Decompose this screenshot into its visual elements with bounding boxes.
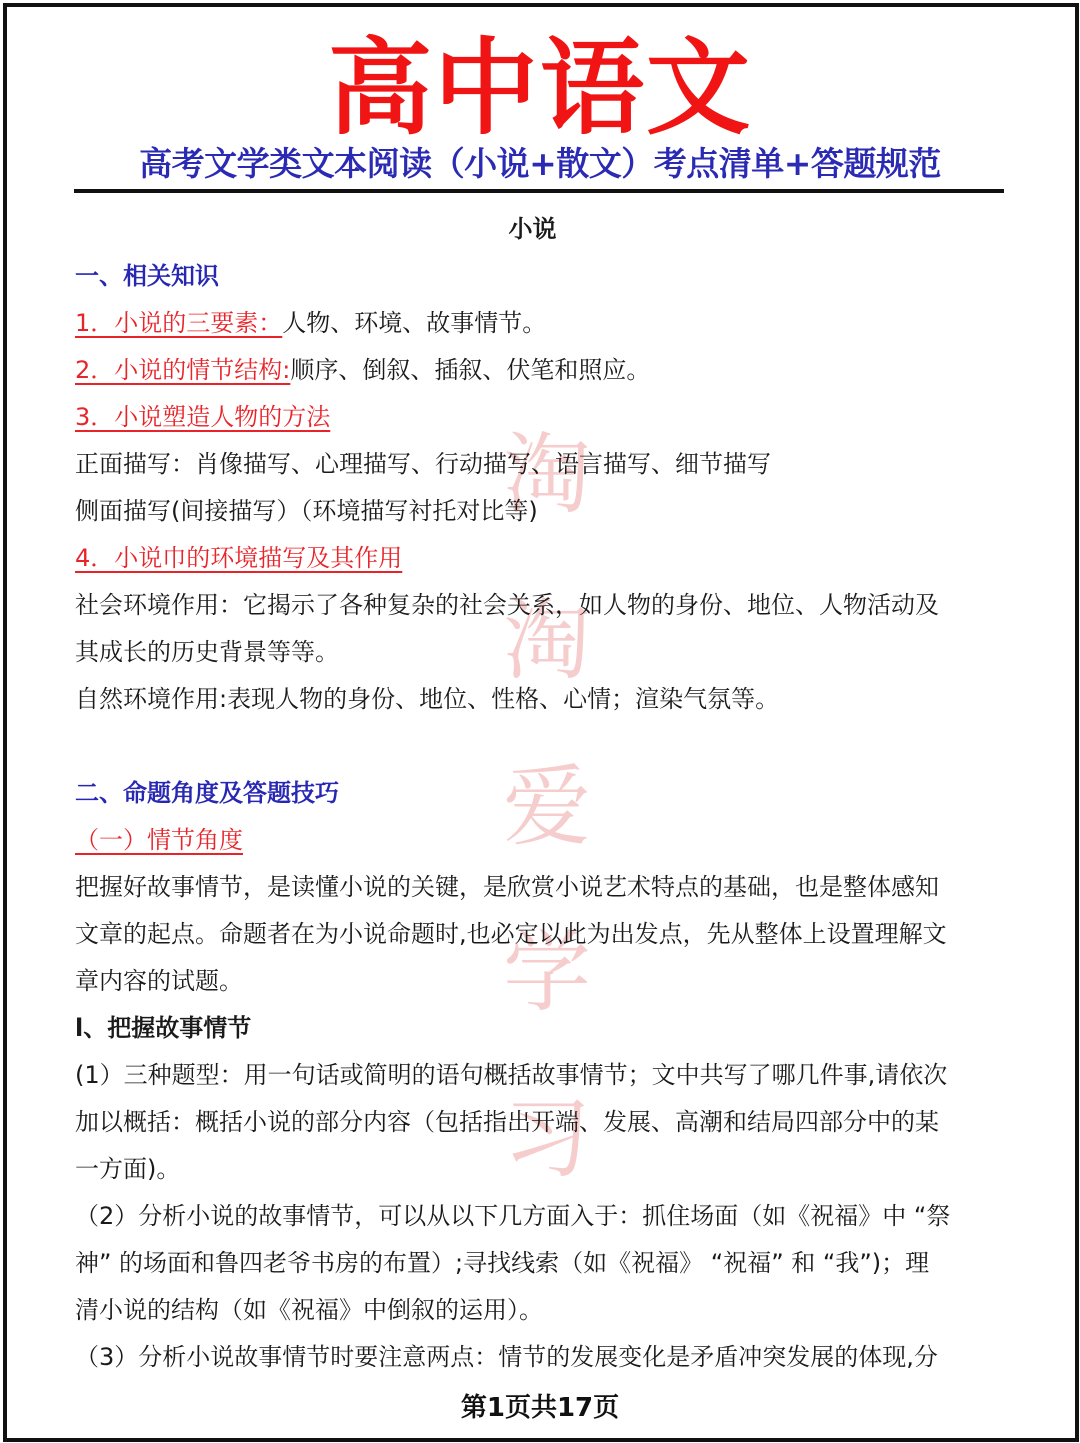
- item-2: [75, 347, 1020, 394]
- text-line: 社会环境作用：它揭示了各种复杂的社会关系，如人物的身份、地位、人物活动及: [75, 591, 939, 619]
- item-2-label: 2．小说的情节结构:: [75, 356, 291, 384]
- sub-heading-plot: [75, 817, 1020, 864]
- text-line: 侧面描写(间接描写）（环境描写衬托对比等): [75, 497, 538, 525]
- page-subtitle: 高考文学类文本阅读（小说+散文）考点清单+答题规范: [139, 144, 941, 183]
- watermark-char: 学: [502, 921, 591, 1024]
- sub-heading-plot-label: （一）情节角度: [75, 826, 243, 854]
- text-line: 一方面)。: [75, 1155, 181, 1183]
- text-line: （2）分析小说的故事情节，可以从以下几方面入于：抓住场面（如《祝福》中 “祭: [75, 1202, 951, 1230]
- item-3-label: 3．小说塑造人物的方法: [75, 403, 331, 431]
- watermark-char: 淘: [502, 423, 591, 526]
- text-line: 把握好故事情节，是读懂小说的关键，是欣赏小说艺术特点的基础，也是整体感知: [75, 873, 939, 901]
- point-1-heading: l、把握故事情节: [75, 1014, 252, 1042]
- spacer: [75, 723, 1020, 770]
- text-line: (1）三种题型：用一句话或简明的语句概括故事情节；文中共写了哪几件事,请依次: [75, 1061, 948, 1089]
- item-1: [75, 300, 1020, 347]
- page-title: 高中语文: [327, 27, 752, 149]
- text-line: 加以概括：概括小说的部分内容（包括指出开端、发展、高潮和结局四部分中的某: [75, 1108, 939, 1136]
- item-3: [75, 394, 1020, 441]
- watermark-char: 淘: [502, 589, 591, 692]
- text-line: 清小说的结构（如《祝福》中倒叙的运用）。: [75, 1296, 543, 1324]
- item-1-text: 人物、环境、故事情节。: [282, 309, 547, 337]
- page-number: 第1页共17页: [460, 1393, 620, 1423]
- text-line: 正面描写：肖像描写、心理描写、行动描写、语言描写、细节描写: [75, 450, 771, 478]
- header-divider: [74, 189, 1004, 193]
- document-body: [75, 206, 1020, 1381]
- item-4-label: 4．小说巾的环境描写及其作用: [75, 544, 403, 572]
- part1-heading: 一、相关知识: [75, 262, 219, 290]
- part2-heading: 二、命题角度及答题技巧: [75, 779, 339, 807]
- text-line: （3）分析小说故事情节时要注意两点：情节的发展变化是矛盾冲突发展的体现,分: [75, 1343, 938, 1371]
- item-4: [75, 535, 1020, 582]
- item-2-text: 顺序、倒叙、插叙、伏笔和照应。: [290, 356, 651, 384]
- watermark-char: 习: [502, 1087, 591, 1190]
- section-title: 小说: [508, 215, 557, 243]
- text-line: 文章的起点。命题者在为小说命题时,也必定以此为出发点，先从整体上设置理解文: [75, 920, 947, 948]
- text-line: 章内容的试题。: [75, 967, 243, 995]
- text-line: 自然环境作用:表现人物的身份、地位、性格、心情；渲染气氛等。: [75, 685, 780, 713]
- item-1-label: 1．小说的三要素：: [75, 309, 283, 337]
- text-line: 神” 的场面和鲁四老爷书房的布置）;寻找线索（如《祝福》 “祝福” 和 “我”)；理: [75, 1249, 930, 1277]
- text-line: 其成长的历史背景等等。: [75, 638, 339, 666]
- watermark-char: 爱: [502, 755, 591, 858]
